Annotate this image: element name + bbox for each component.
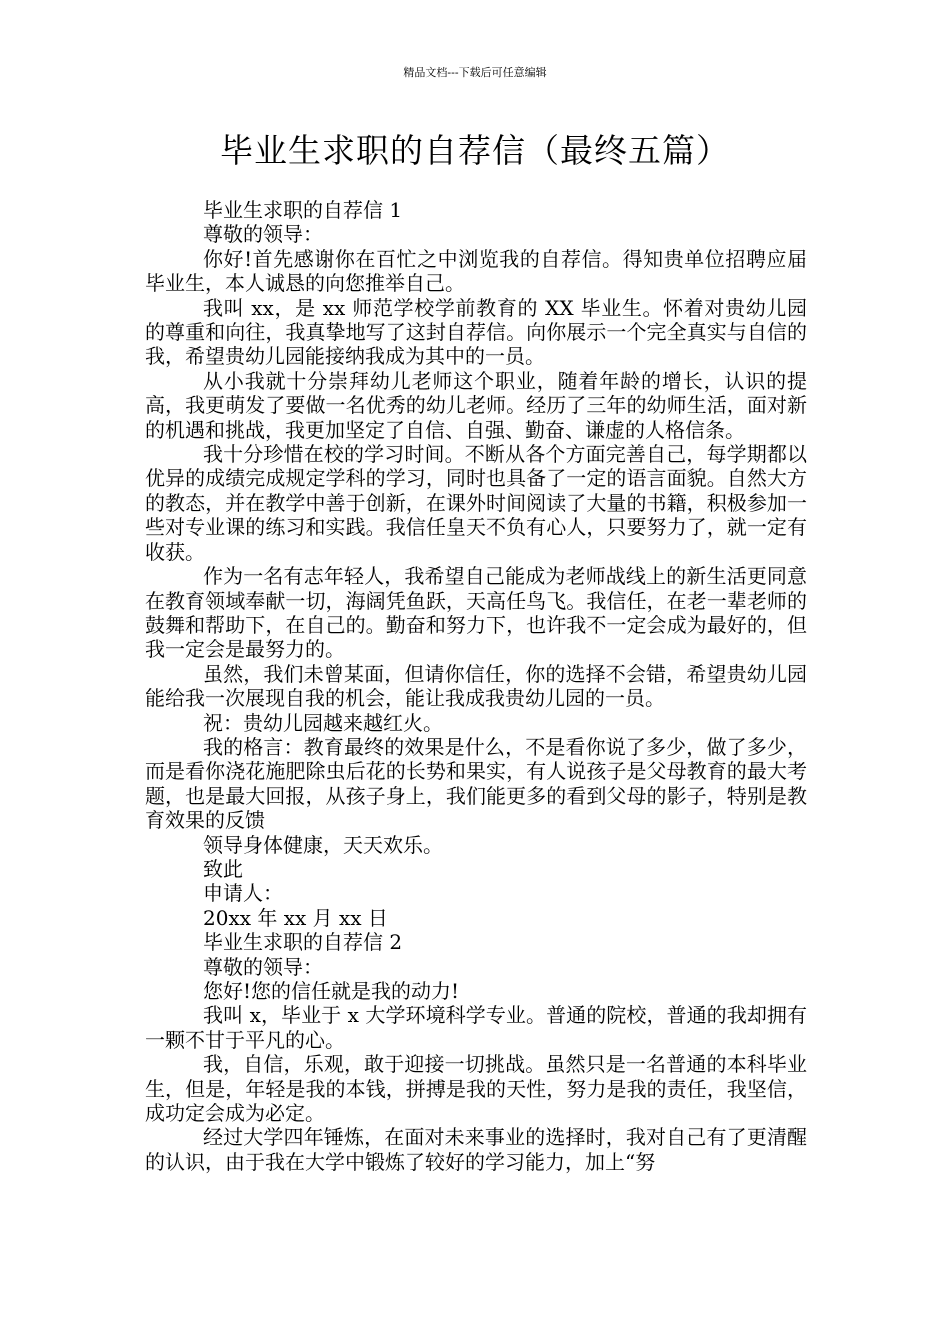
paragraph: 我叫 xx，是 xx 师范学校学前教育的 XX 毕业生。怀着对贵幼儿园的尊重和向往，我真挚地写了这封自荐信。向你展示一个完全真实与自信的我，希望贵幼儿园能接纳我成为其中的一员。 <box>145 295 807 369</box>
paragraph: 作为一名有志年轻人，我希望自己能成为老师战线上的新生活更同意在教育领域奉献一切，海阔凭鱼跃，天高任鸟飞。我信任，在老一辈老师的鼓舞和帮助下，在自己的。勤奋和努力下，也许我不一定会成为最好的，但我一定会是最努力的。 <box>145 564 807 662</box>
section-heading-2: 毕业生求职的自荐信 2 <box>203 930 403 955</box>
document-body <box>145 198 807 1174</box>
paragraph: 祝：贵幼儿园越来越红火。 <box>203 710 443 735</box>
paragraph: 我十分珍惜在校的学习时间。不断从各个方面完善自己，每学期都以优异的成绩完成规定学科的学习，同时也具备了一定的语言面貌。自然大方的教态，并在教学中善于创新，在课外时间阅读了大量的书籍，积极参加一些对专业课的练习和实践。我信任皇天不负有心人，只要努力了，就一定有收获。 <box>145 442 807 564</box>
header-note: 精品文档---下载后可任意编辑 <box>403 66 547 79</box>
paragraph: 您好!您的信任就是我的动力! <box>203 979 460 1003</box>
paragraph: 经过大学四年锤炼，在面对未来事业的选择时，我对自己有了更清醒的认识，由于我在大学中锻炼了较好的学习能力，加上“努 <box>145 1125 807 1174</box>
salutation: 尊敬的领导： <box>203 222 323 247</box>
signature-label: 申请人： <box>203 881 283 906</box>
paragraph: 我，自信，乐观，敢于迎接一切挑战。虽然只是一名普通的本科毕业生，但是，年轻是我的本钱，拼搏是我的天性，努力是我的责任，我坚信，成功定会成为必定。 <box>145 1052 807 1126</box>
salutation: 尊敬的领导： <box>203 954 323 979</box>
paragraph: 虽然，我们未曾某面，但请你信任，你的选择不会错，希望贵幼儿园能给我一次展现自我的机会，能让我成我贵幼儿园的一员。 <box>145 661 807 711</box>
paragraph: 我的格言：教育最终的效果是什么，不是看你说了多少，做了多少，而是看你浇花施肥除虫后花的长势和果实，有人说孩子是父母教育的最大考题，也是最大回报，从孩子身上，我们能更多的看到父母的影子，特别是教育效果的反馈 <box>145 734 807 833</box>
paragraph: 你好!首先感谢你在百忙之中浏览我的自荐信。得知贵单位招聘应届毕业生，本人诚恳的向您推举自己。 <box>145 246 807 296</box>
paragraph: 我叫 x，毕业于 x 大学环境科学专业。普通的院校，普通的我却拥有一颗不甘于平凡的心。 <box>145 1003 807 1052</box>
closing: 致此 <box>203 856 243 881</box>
date-line: 20xx 年 xx 月 xx 日 <box>203 905 388 930</box>
paragraph: 领导身体健康，天天欢乐。 <box>203 832 443 857</box>
document-title: 毕业生求职的自荐信（最终五篇） <box>220 131 730 170</box>
section-heading-1: 毕业生求职的自荐信 1 <box>203 198 403 222</box>
paragraph: 从小我就十分崇拜幼儿老师这个职业，随着年龄的增长，认识的提高，我更萌发了要做一名优秀的幼儿老师。经历了三年的幼师生活，面对新的机遇和挑战，我更加坚定了自信、自强、勤奋、谦虚的人格信条。 <box>145 368 807 442</box>
